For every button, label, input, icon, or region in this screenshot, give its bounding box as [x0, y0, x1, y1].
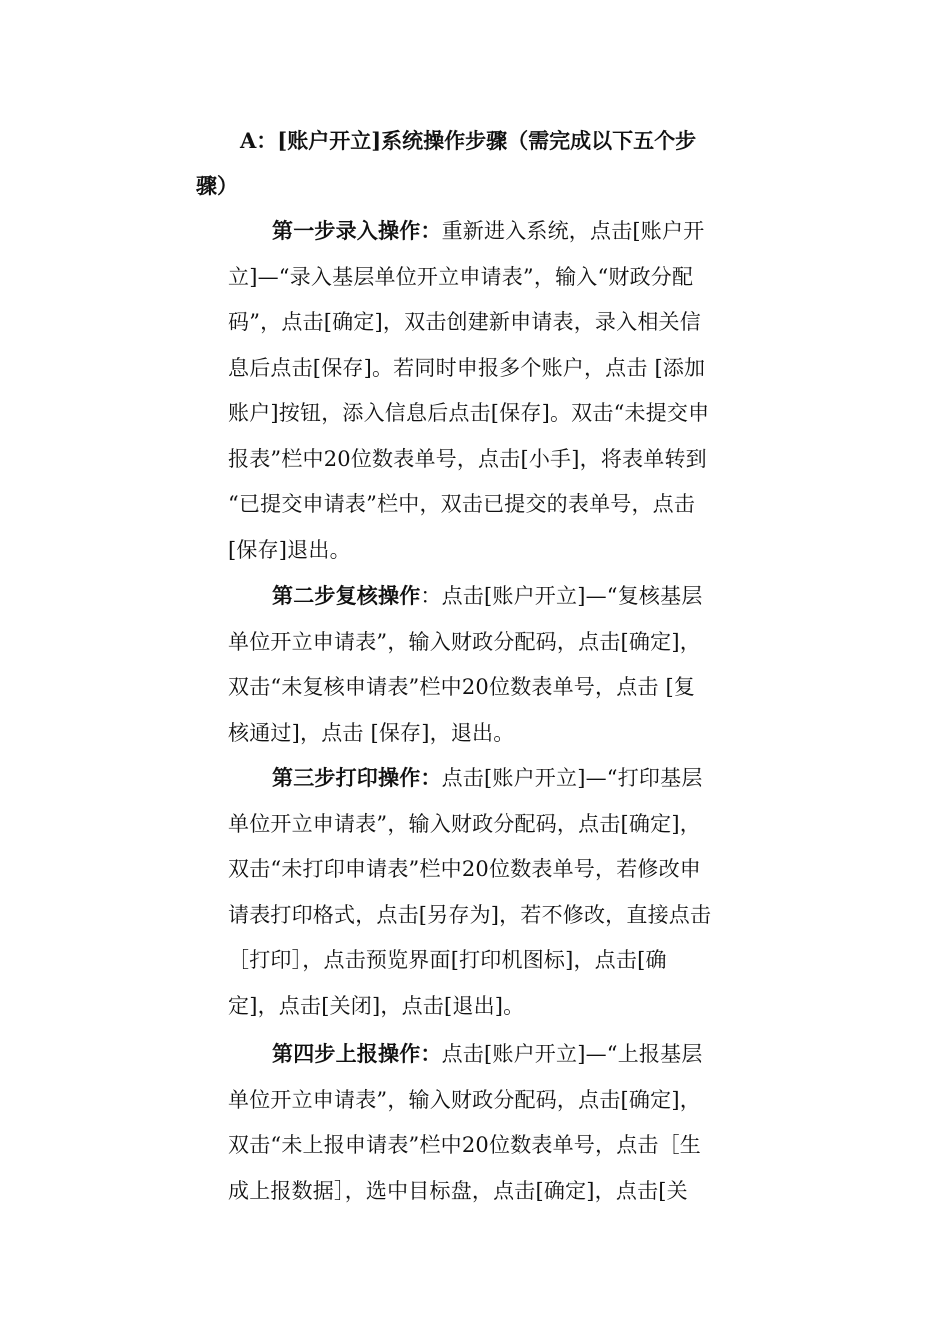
- step-1-line-1: [228, 208, 758, 255]
- step-2-title: 第二步复核操作: [272, 583, 421, 608]
- step-1-line-8: [保存]退出。: [228, 537, 351, 562]
- step-1-line-6: 报表”栏中20位数表单号，点击[小手]，将表单转到: [228, 446, 707, 471]
- step-4-line-1: [228, 1031, 758, 1078]
- step-2-paragraph: [228, 573, 758, 756]
- step-3-text-1: 点击[账户开立]—“打印基层: [441, 766, 703, 790]
- step-2-line-2: 单位开立申请表”，输入财政分配码，点击[确定]，: [228, 629, 701, 654]
- step-3-paragraph: [228, 755, 758, 1029]
- heading-line-2: 骤）: [196, 173, 238, 198]
- step-4-line-2: 单位开立申请表”，输入财政分配码，点击[确定]，: [228, 1087, 701, 1112]
- step-1-title: 第一步录入操作：: [272, 218, 442, 243]
- step-3-title: 第三步打印操作：: [272, 765, 442, 790]
- step-4-paragraph: [228, 1031, 758, 1214]
- step-4-title: 第四步上报操作：: [272, 1041, 442, 1066]
- step-1-paragraph: [228, 208, 758, 573]
- step-1-line-5: 账户]按钮，添入信息后点击[保存]。双击“未提交申: [228, 401, 710, 425]
- step-4-line-3: 双击“未上报申请表”栏中20位数表单号，点击［生: [228, 1133, 701, 1157]
- step-4-text-1: 点击[账户开立]—“上报基层: [441, 1042, 703, 1066]
- step-1-line-4: 息后点击[保存]。若同时申报多个账户，点击 [添加: [228, 355, 706, 380]
- document-heading: [196, 118, 756, 208]
- heading-line-1: A：[账户开立]系统操作步骤（需完成以下五个步: [240, 128, 697, 153]
- step-3-line-5: ［打印］，点击预览界面[打印机图标]，点击[确: [228, 948, 667, 972]
- step-3-line-6: 定]，点击[关闭]，点击[退出]。: [228, 993, 525, 1018]
- step-3-line-3: 双击“未打印申请表”栏中20位数表单号，若修改申: [228, 857, 701, 881]
- step-2-line-3: 双击“未复核申请表”栏中20位数表单号，点击 [复: [228, 675, 696, 699]
- step-3-line-1: [228, 755, 758, 802]
- step-1-line-2: 立]—“录入基层单位开立申请表”，输入“财政分配: [228, 264, 694, 289]
- step-2-line-4: 核通过]，点击 [保存]，退出。: [228, 720, 515, 745]
- step-2-line-1: [228, 573, 758, 620]
- step-1-text-1: 重新进入系统，点击[账户开: [441, 219, 705, 243]
- step-2-text-1: ：点击[账户开立]—“复核基层: [420, 584, 703, 608]
- step-3-line-2: 单位开立申请表”，输入财政分配码，点击[确定]，: [228, 811, 701, 836]
- step-1-line-7: “已提交申请表”栏中，双击已提交的表单号，点击: [228, 492, 696, 516]
- step-3-line-4: 请表打印格式，点击[另存为]，若不修改，直接点击: [228, 902, 712, 927]
- step-4-line-4: 成上报数据］，选中目标盘，点击[确定]，点击[关: [228, 1178, 688, 1203]
- step-1-line-3: 码”，点击[确定]，双击创建新申请表，录入相关信: [228, 310, 701, 334]
